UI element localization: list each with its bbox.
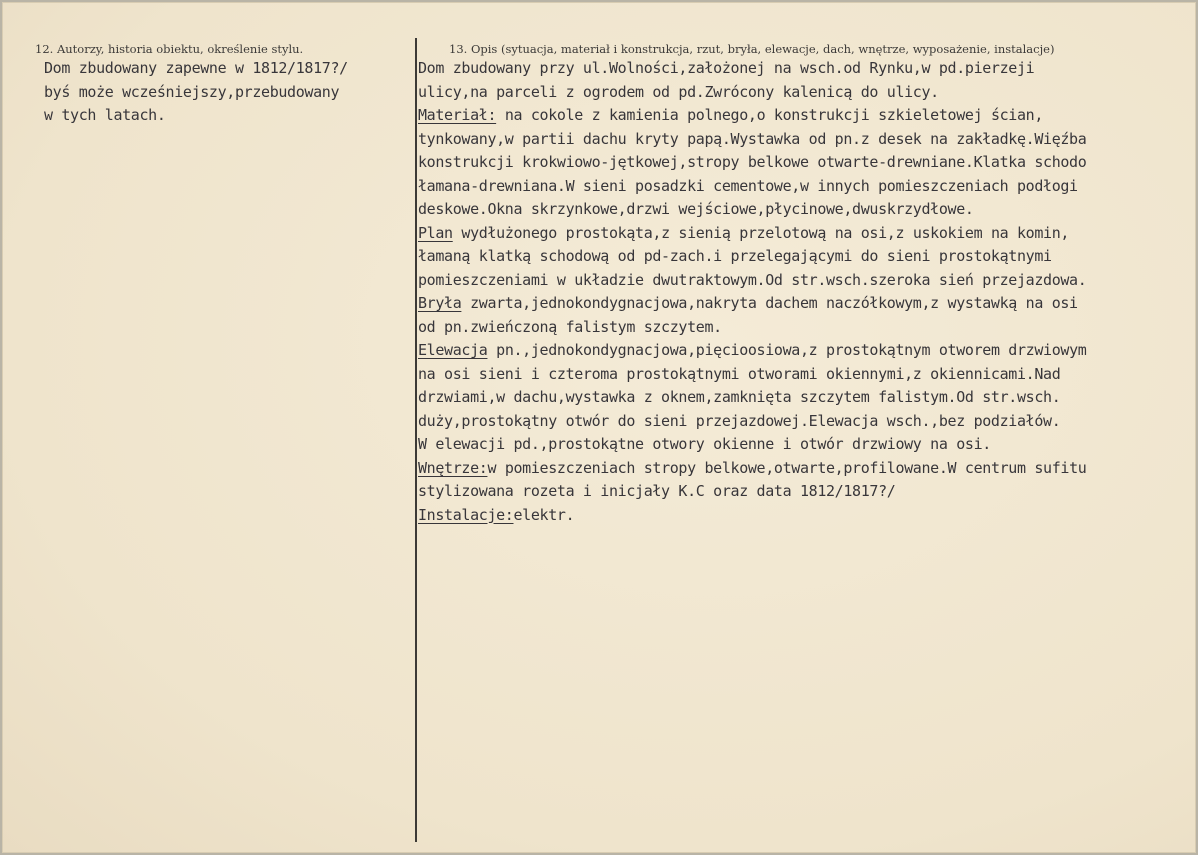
description-line	[418, 104, 1086, 128]
description-line	[418, 198, 1086, 222]
description-text-run: W elewacji pd.,prostokątne otwory okienne i otwór drzwiowy na osi.	[418, 435, 991, 453]
description-line	[418, 175, 1086, 199]
description-text-run: na osi sieni i czteroma prostokątnymi otworami okiennymi,z okiennicami.Nad	[418, 364, 1061, 383]
section-13-header: 13. Opis (sytuacja, materiał i konstrukcja, rzut, bryła, elewacje, dach, wnętrze, wyposażenie, instalacje)	[449, 42, 1055, 56]
description-text-run: na cokole z kamienia polnego,o konstrukcji szkieletowej ścian,	[496, 106, 1044, 124]
section-label: Plan	[418, 223, 453, 242]
description-text-run: w pomieszczeniach stropy belkowe,otwarte,profilowane.W centrum sufitu	[487, 458, 1087, 477]
description-line	[418, 457, 1086, 481]
description-text-run: wydłużonego prostokąta,z sienią przelotową na osi,z uskokiem na komin,	[452, 223, 1070, 242]
section-12-header: 12. Autorzy, historia obiektu, określenie stylu.	[35, 42, 304, 56]
description-line	[418, 386, 1086, 410]
section-label: Instalacje:	[418, 505, 514, 524]
description-line	[418, 57, 1086, 81]
history-line: Dom zbudowany zapewne w 1812/1817?/	[44, 59, 348, 77]
description-text-run: pomieszczeniami w układzie dwutraktowym.Od str.wsch.szeroka sień przejazdowa.	[418, 270, 1087, 289]
description-text-run: elektr.	[513, 505, 575, 524]
description-text-run: ulicy,na parceli z ogrodem od pd.Zwrócony kalenicą do ulicy.	[418, 82, 939, 101]
section-label: Bryła	[418, 294, 462, 312]
description-line	[418, 480, 1086, 504]
description-text-run: duży,prostokątny otwór do sieni przejazdowej.Elewacja wsch.,bez podziałów.	[418, 411, 1061, 430]
description-line	[418, 316, 1086, 340]
description-line	[418, 363, 1086, 387]
description-line	[418, 269, 1086, 293]
description-line	[418, 410, 1086, 434]
description-line	[418, 339, 1086, 363]
description-text-run: pn.,jednokondygnacjowa,pięcioosiowa,z prostokątnym otworem drzwiowym	[487, 341, 1087, 359]
description-line	[418, 128, 1086, 152]
description-line	[418, 292, 1086, 316]
record-card	[2, 2, 1196, 853]
description-text-run: konstrukcji krokwiowo-jętkowej,stropy belkowe otwarte-drewniane.Klatka schodo	[418, 153, 1087, 171]
description-line	[418, 81, 1086, 105]
description-text-run: stylizowana rozeta i inicjały K.C oraz data 1812/1817?/	[418, 482, 896, 500]
description-text	[418, 57, 1086, 527]
history-text	[44, 57, 348, 128]
description-line	[418, 504, 1086, 528]
history-line: byś może wcześniejszy,przebudowany	[44, 82, 340, 101]
section-label: Materiał:	[418, 106, 497, 124]
description-line	[418, 245, 1086, 269]
history-line: w tych latach.	[44, 106, 166, 124]
description-text-run: drzwiami,w dachu,wystawka z oknem,zamknięta szczytem falistym.Od str.wsch.	[418, 388, 1061, 406]
description-text-run: tynkowany,w partii dachu kryty papą.Wystawka od pn.z desek na zakładkę.Więźba	[418, 129, 1087, 148]
description-text-run: łamaną klatką schodową od pd-zach.i przelegającymi do sieni prostokątnymi	[418, 247, 1052, 265]
description-text-run: od pn.zwieńczoną falistym szczytem.	[418, 317, 722, 336]
description-text-run: deskowe.Okna skrzynkowe,drzwi wejściowe,płycinowe,dwuskrzydłowe.	[418, 200, 974, 218]
description-line	[418, 151, 1086, 175]
description-line	[418, 222, 1086, 246]
section-label: Wnętrze:	[418, 458, 488, 477]
description-line	[418, 433, 1086, 457]
description-text-run: łamana-drewniana.W sieni posadzki cementowe,w innych pomieszczeniach podłogi	[418, 176, 1078, 195]
description-text-run: Dom zbudowany przy ul.Wolności,założonej na wsch.od Rynku,w pd.pierzeji	[418, 59, 1035, 77]
description-text-run: zwarta,jednokondygnacjowa,nakryta dachem naczółkowym,z wystawką na osi	[461, 294, 1078, 312]
section-label: Elewacja	[418, 341, 488, 359]
column-divider	[415, 38, 417, 842]
